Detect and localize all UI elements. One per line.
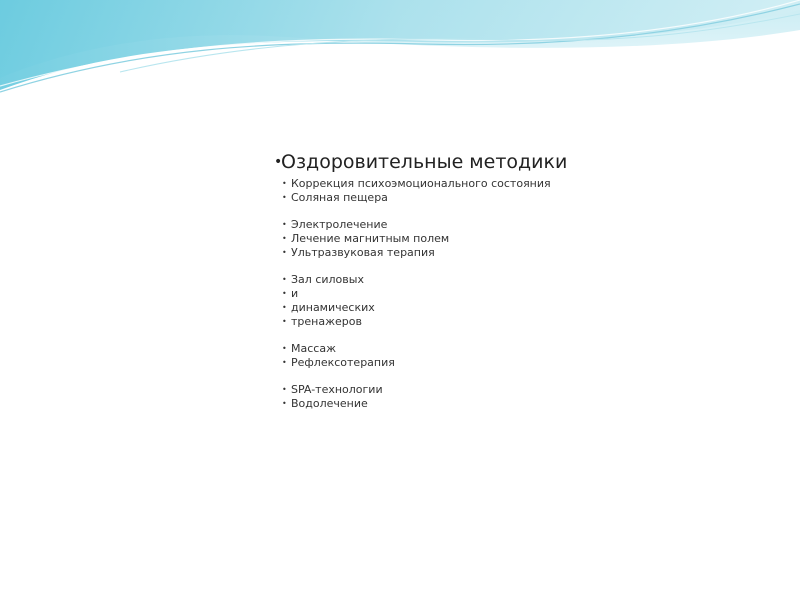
list-item	[282, 191, 774, 205]
list-item-text: Коррекция психоэмоционального состояния	[291, 177, 551, 190]
bullet-icon: •	[282, 179, 287, 188]
list-item-text: динамических	[291, 301, 375, 314]
bullet-group	[282, 383, 774, 411]
wave-main	[0, 0, 800, 90]
bullet-icon: •	[282, 344, 287, 353]
list-item	[282, 397, 774, 411]
list-item	[282, 232, 774, 246]
list-item-text: SPA-технологии	[291, 383, 383, 396]
bullet-group	[282, 218, 774, 260]
bullet-group	[282, 342, 774, 370]
list-item-text: Зал силовых	[291, 273, 364, 286]
bullet-icon: •	[282, 358, 287, 367]
bullet-group	[282, 273, 774, 329]
bullet-icon: •	[282, 234, 287, 243]
list-item	[282, 246, 774, 260]
list-item	[282, 301, 774, 315]
slide-title	[274, 150, 774, 176]
bullet-icon: •	[282, 193, 287, 202]
bullet-icon: •	[282, 289, 287, 298]
bullet-icon: •	[282, 303, 287, 312]
bullet-icon: •	[282, 385, 287, 394]
list-item	[282, 218, 774, 232]
list-item-text: Рефлексотерапия	[291, 356, 395, 369]
list-item-text: Соляная пещера	[291, 191, 388, 204]
header-wave-decoration	[0, 0, 800, 110]
content-block	[274, 150, 774, 424]
list-item	[282, 177, 774, 191]
list-item-text: Массаж	[291, 342, 336, 355]
list-item	[282, 383, 774, 397]
list-item	[282, 315, 774, 329]
bullet-icon: •	[282, 248, 287, 257]
bullet-icon: •	[282, 399, 287, 408]
bullet-icon: •	[282, 317, 287, 326]
bullet-group	[282, 177, 774, 205]
list-item	[282, 287, 774, 301]
list-item-text: тренажеров	[291, 315, 362, 328]
bullet-icon: •	[282, 220, 287, 229]
list-item	[282, 356, 774, 370]
bullet-icon: •	[282, 275, 287, 284]
list-item-text: и	[291, 287, 299, 300]
list-item-text: Водолечение	[291, 397, 368, 410]
bullet-icon: •	[274, 154, 283, 170]
slide-title-text: Оздоровительные методики	[281, 151, 568, 173]
list-item-text: Ультразвуковая терапия	[291, 246, 435, 259]
list-item	[282, 273, 774, 287]
list-item-text: Лечение магнитным полем	[291, 232, 450, 245]
list-item	[282, 342, 774, 356]
list-item-text: Электролечение	[291, 218, 388, 231]
